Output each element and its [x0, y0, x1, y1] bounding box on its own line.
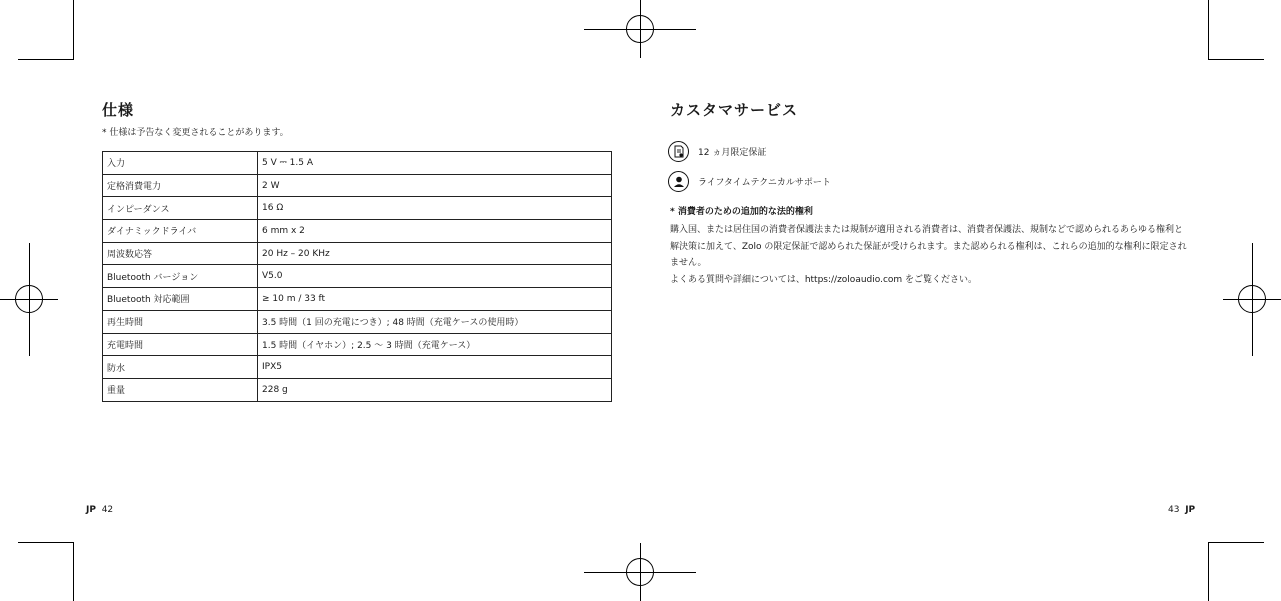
spec-row [103, 288, 612, 311]
spec-value: 6 mm x 2 [258, 220, 612, 243]
warranty-text: 12 ヵ月限定保証 [698, 148, 767, 158]
spec-value: IPX5 [258, 356, 612, 379]
spec-label: Bluetooth バージョン [103, 265, 258, 288]
spec-label: 重量 [103, 378, 258, 401]
spec-row [103, 356, 612, 379]
spec-label: インピーダンス [103, 197, 258, 220]
spec-row [103, 152, 612, 175]
page-num-left: 42 [101, 505, 114, 515]
spec-label: 定格消費電力 [103, 174, 258, 197]
rights-body: 購入国、または居住国の消費者保護法または規制が適用される消費者は、消費者保護法、規制などで認められるあらゆる権利と解決策に加えて、Zolo の限定保証で認められた保証が受けられます。また認められる権利は、これらの追加的な権利に限定されません。 [670, 225, 1187, 268]
support-row [668, 171, 831, 192]
spec-value: ≥ 10 m / 33 ft [258, 288, 612, 311]
spec-value: 20 Hz – 20 KHz [258, 242, 612, 265]
spec-row [103, 378, 612, 401]
spec-label: Bluetooth 対応範囲 [103, 288, 258, 311]
warranty-document-icon [668, 141, 689, 162]
spec-value: 1.5 時間（イヤホン）; 2.5 〜 3 時間（充電ケース） [258, 333, 612, 356]
spec-label: 周波数応答 [103, 242, 258, 265]
spec-label: 入力 [103, 152, 258, 175]
page-number-left [86, 505, 113, 515]
spec-value: V5.0 [258, 265, 612, 288]
spec-value: 5 V ⎓ 1.5 A [258, 152, 612, 175]
spec-value: 16 Ω [258, 197, 612, 220]
page-number-right [1168, 505, 1195, 515]
spec-row [103, 333, 612, 356]
spec-row [103, 265, 612, 288]
spec-label: 防水 [103, 356, 258, 379]
faq-text: よくある質問や詳細については、https://zoloaudio.com をご覧ください。 [670, 275, 978, 285]
spec-row [103, 242, 612, 265]
spec-row [103, 197, 612, 220]
spec-label: 充電時間 [103, 333, 258, 356]
spec-row [103, 310, 612, 333]
person-support-icon [668, 171, 689, 192]
spec-row [103, 174, 612, 197]
spec-row [103, 220, 612, 243]
spec-label: ダイナミックドライバ [103, 220, 258, 243]
spec-value: 3.5 時間（1 回の充電につき）; 48 時間（充電ケースの使用時） [258, 310, 612, 333]
spec-label: 再生時間 [103, 310, 258, 333]
specs-title: 仕様 [102, 101, 135, 119]
spec-value: 228 g [258, 378, 612, 401]
support-text: ライフタイムテクニカルサポート [698, 178, 831, 188]
specs-note: * 仕様は予告なく変更されることがあります。 [102, 128, 289, 138]
rights-heading: * 消費者のための追加的な法的権利 [670, 207, 813, 217]
customer-service-title: カスタマサービス [670, 101, 799, 119]
warranty-row [668, 141, 766, 162]
spec-value: 2 W [258, 174, 612, 197]
page-lang-right: JP [1185, 505, 1196, 515]
page-lang-left: JP [86, 505, 96, 515]
specs-table [102, 151, 612, 402]
page-num-right: 43 [1168, 505, 1180, 515]
